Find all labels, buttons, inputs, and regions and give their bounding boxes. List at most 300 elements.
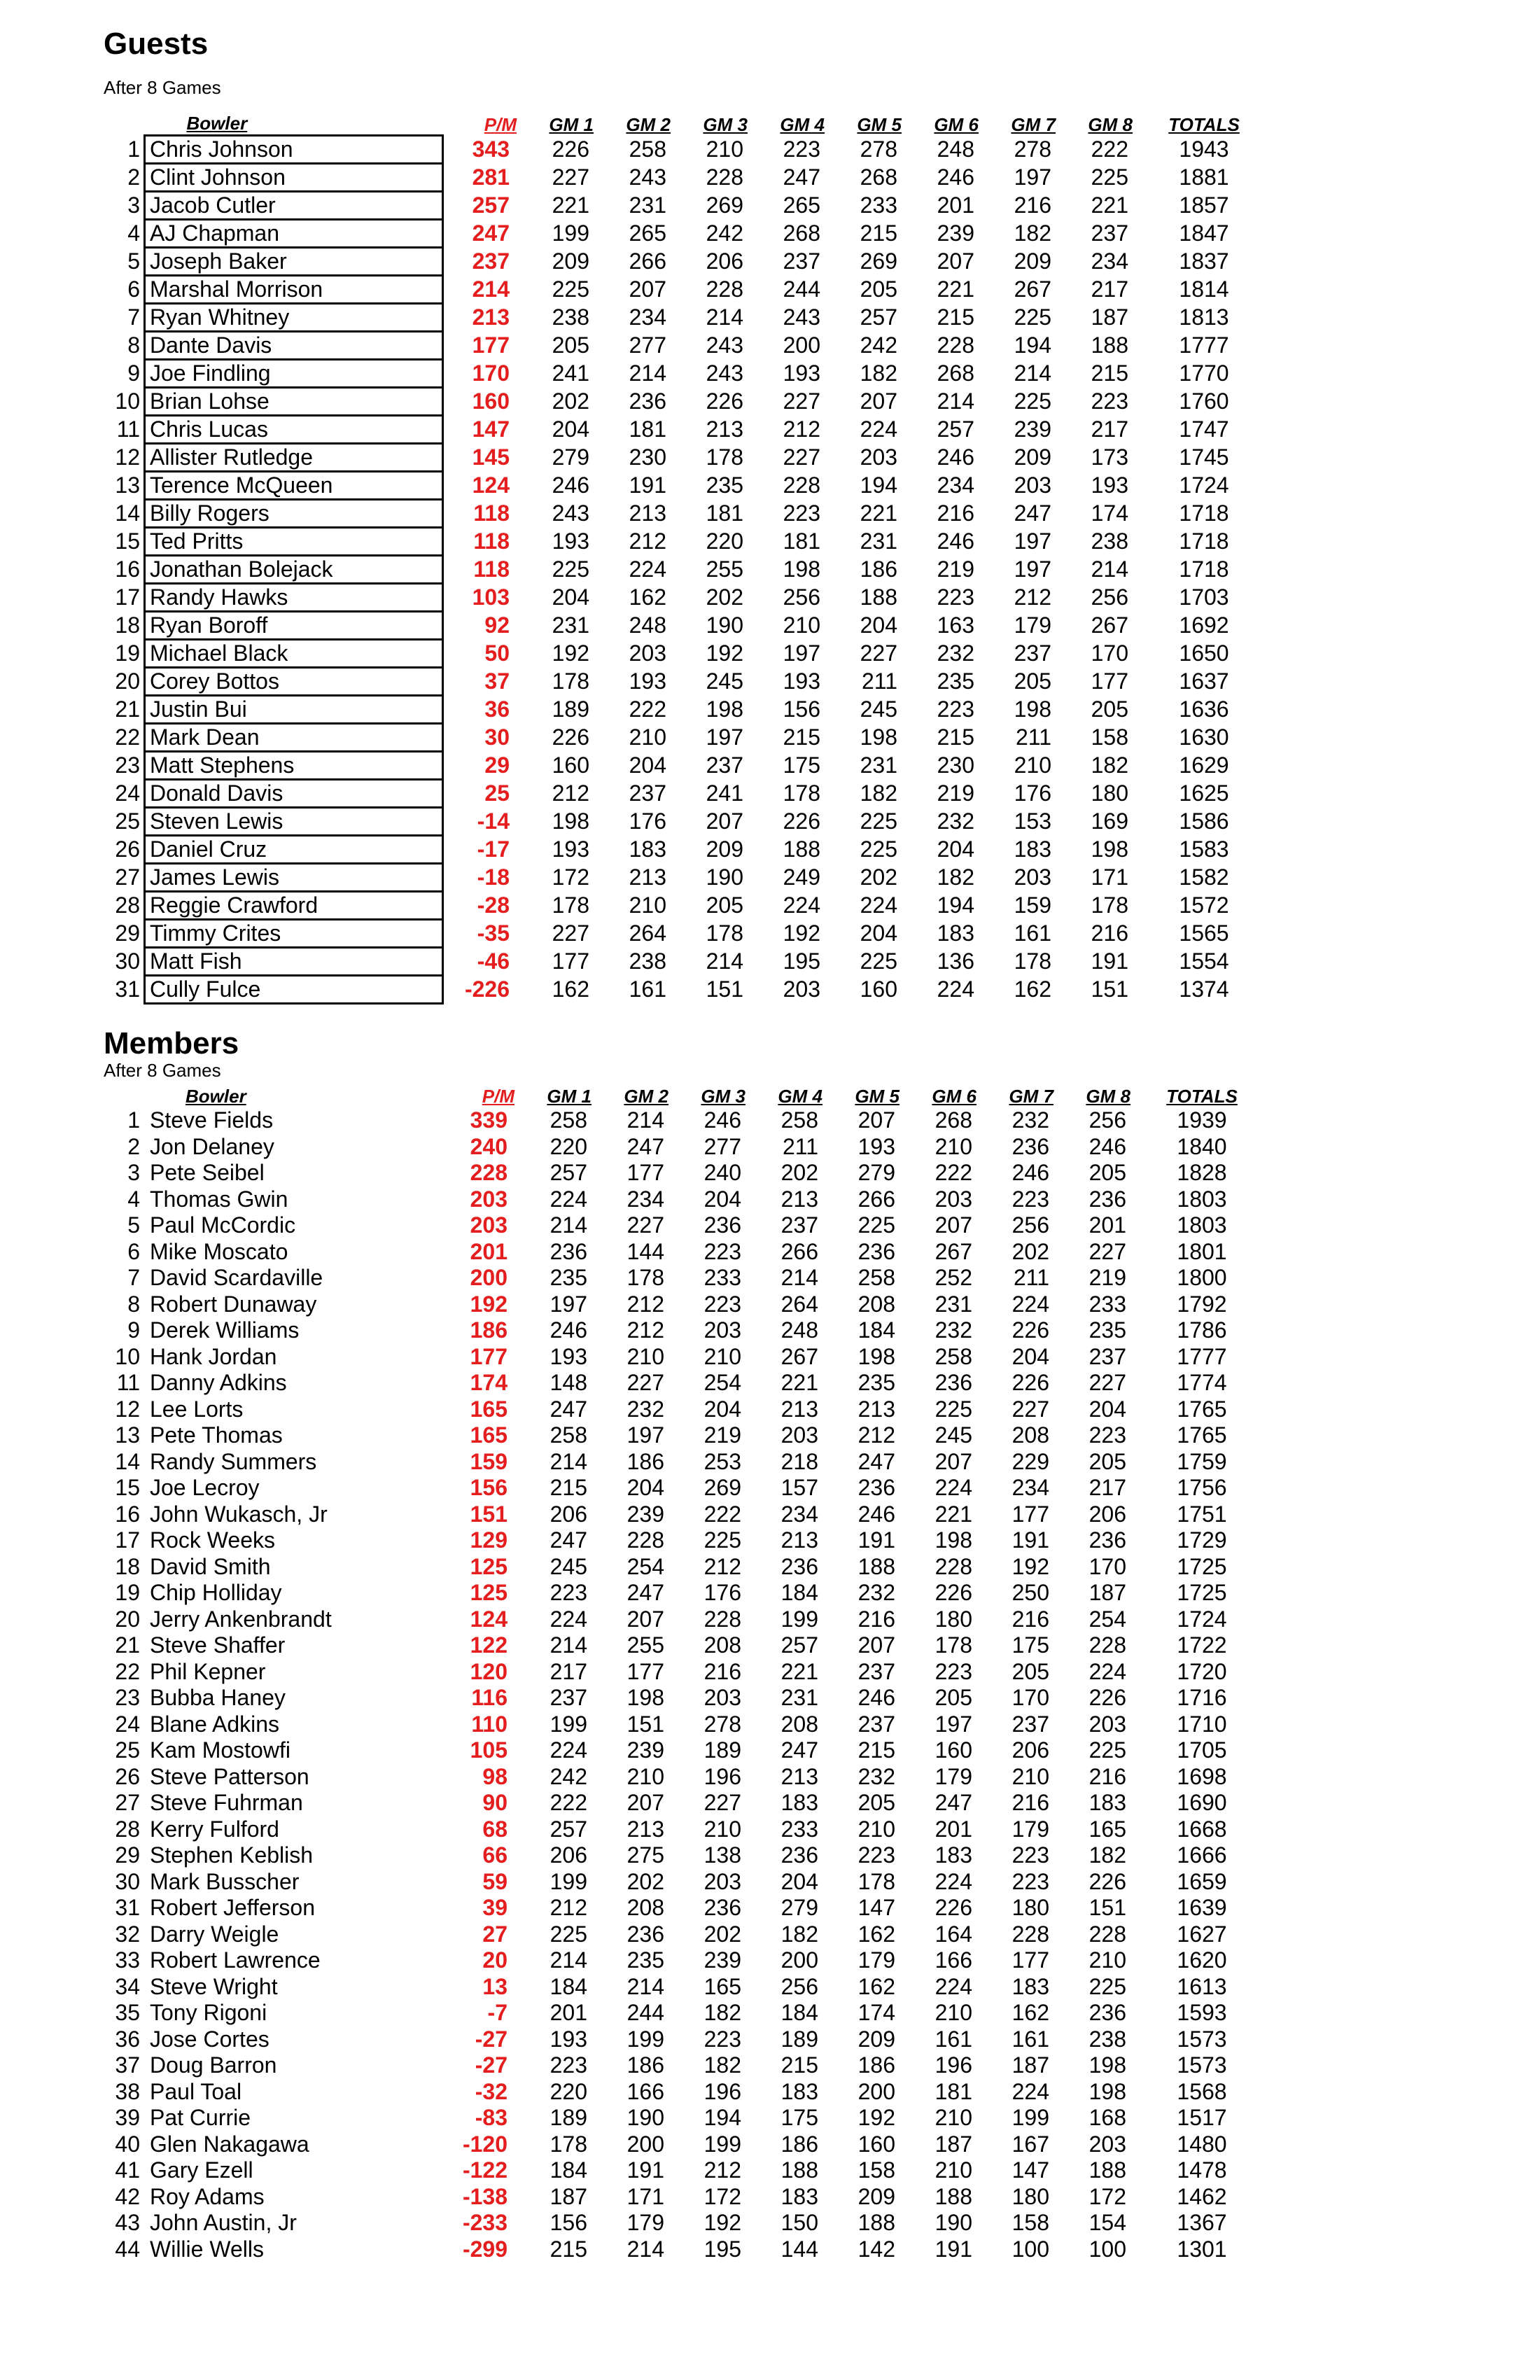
rank: 1 bbox=[127, 1107, 140, 1133]
game-6: 210 bbox=[934, 2000, 972, 2026]
game-6: 225 bbox=[934, 1396, 972, 1422]
game-7: 170 bbox=[1011, 1685, 1049, 1711]
game-4: 186 bbox=[780, 2131, 818, 2157]
game-5: 184 bbox=[858, 1317, 895, 1343]
game-2: 190 bbox=[626, 2105, 664, 2131]
game-1: 209 bbox=[552, 248, 589, 274]
game-3: 196 bbox=[704, 2078, 741, 2104]
game-5: 204 bbox=[860, 612, 897, 638]
rank: 29 bbox=[115, 920, 140, 946]
game-7: 232 bbox=[1011, 1107, 1049, 1133]
game-3-header: GM 3 bbox=[701, 1086, 746, 1107]
game-7: 197 bbox=[1014, 556, 1051, 582]
table-row bbox=[101, 1947, 1268, 1974]
game-1: 217 bbox=[550, 1658, 587, 1684]
game-6: 222 bbox=[934, 1160, 972, 1186]
game-4: 224 bbox=[783, 892, 820, 918]
game-5: 162 bbox=[858, 1973, 895, 1999]
game-8: 237 bbox=[1088, 1343, 1126, 1369]
game-5: 257 bbox=[860, 304, 897, 330]
game-3: 210 bbox=[704, 1343, 741, 1369]
total: 1659 bbox=[1177, 1868, 1227, 1894]
game-8: 217 bbox=[1091, 416, 1128, 442]
game-2: 224 bbox=[629, 556, 666, 582]
game-3: 195 bbox=[704, 2236, 741, 2262]
game-3: 203 bbox=[704, 1685, 741, 1711]
rank: 3 bbox=[127, 1160, 140, 1186]
rank: 10 bbox=[115, 388, 140, 414]
game-4: 227 bbox=[783, 388, 820, 414]
total: 1751 bbox=[1177, 1501, 1227, 1527]
game-4: 256 bbox=[783, 584, 820, 610]
plus-minus: -35 bbox=[477, 920, 510, 946]
rank: 21 bbox=[115, 1632, 140, 1658]
total: 1718 bbox=[1179, 556, 1229, 582]
rank: 13 bbox=[115, 1422, 140, 1448]
bowler-name: David Scardaville bbox=[150, 1265, 323, 1291]
game-2: 212 bbox=[629, 528, 666, 554]
game-4: 268 bbox=[783, 220, 820, 246]
total: 1593 bbox=[1177, 2000, 1227, 2026]
plus-minus: 201 bbox=[470, 1238, 507, 1264]
game-5: 215 bbox=[858, 1737, 895, 1763]
game-8: 228 bbox=[1088, 1921, 1126, 1947]
game-6: 182 bbox=[937, 864, 974, 890]
plus-minus: 177 bbox=[470, 1343, 507, 1369]
bowler-name: Randy Summers bbox=[150, 1448, 317, 1474]
plus-minus: 186 bbox=[470, 1317, 507, 1343]
table-row bbox=[101, 948, 1270, 976]
bowler-header: Bowler bbox=[186, 113, 248, 134]
game-5: 215 bbox=[860, 220, 897, 246]
plus-minus: 200 bbox=[470, 1265, 507, 1291]
table-row bbox=[101, 444, 1270, 472]
game-6: 252 bbox=[934, 1265, 972, 1291]
game-8: 180 bbox=[1091, 780, 1128, 806]
game-2: 227 bbox=[626, 1370, 664, 1396]
game-3: 182 bbox=[704, 2000, 741, 2026]
game-7: 203 bbox=[1014, 472, 1051, 498]
total: 1759 bbox=[1177, 1448, 1227, 1474]
plus-minus: 247 bbox=[472, 220, 510, 246]
game-3: 181 bbox=[706, 500, 743, 526]
table-row bbox=[101, 752, 1270, 780]
bowler-name: Joe Findling bbox=[145, 360, 443, 388]
game-4: 233 bbox=[780, 1816, 818, 1842]
game-8: 225 bbox=[1088, 1737, 1126, 1763]
game-6: 215 bbox=[937, 724, 974, 750]
game-7: 204 bbox=[1011, 1343, 1049, 1369]
game-1: 177 bbox=[552, 948, 589, 974]
game-7: 237 bbox=[1011, 1711, 1049, 1737]
plus-minus: 120 bbox=[470, 1658, 507, 1684]
game-4: 256 bbox=[780, 1973, 818, 1999]
game-5: 142 bbox=[858, 2236, 895, 2262]
game-6: 203 bbox=[934, 1186, 972, 1212]
plus-minus: 240 bbox=[470, 1133, 507, 1159]
game-8: 238 bbox=[1088, 2026, 1126, 2052]
game-8: 246 bbox=[1088, 1133, 1126, 1159]
rank: 4 bbox=[127, 1186, 140, 1212]
game-3: 196 bbox=[704, 1763, 741, 1789]
game-2: 199 bbox=[626, 2026, 664, 2052]
game-6: 187 bbox=[934, 2131, 972, 2157]
game-6: 207 bbox=[934, 1212, 972, 1238]
game-2: 264 bbox=[629, 920, 666, 946]
game-4: 188 bbox=[780, 2157, 818, 2183]
plus-minus: 165 bbox=[470, 1396, 507, 1422]
game-6-header: GM 6 bbox=[932, 1086, 976, 1107]
rank: 41 bbox=[115, 2157, 140, 2183]
bowler-name: Allister Rutledge bbox=[145, 444, 443, 472]
game-3: 242 bbox=[706, 220, 743, 246]
total: 1462 bbox=[1177, 2183, 1227, 2209]
table-row bbox=[101, 1186, 1268, 1213]
game-3: 222 bbox=[704, 1501, 741, 1527]
game-1: 227 bbox=[552, 164, 589, 190]
game-4: 265 bbox=[783, 192, 820, 218]
total: 1814 bbox=[1179, 276, 1229, 302]
table-row bbox=[101, 584, 1270, 612]
game-5: 278 bbox=[860, 136, 897, 162]
plus-minus: 124 bbox=[472, 472, 510, 498]
game-2: 183 bbox=[629, 836, 666, 862]
bowler-name: Brian Lohse bbox=[145, 388, 443, 416]
plus-minus: 118 bbox=[473, 500, 510, 526]
game-2: 232 bbox=[626, 1396, 664, 1422]
plus-minus: -18 bbox=[477, 864, 510, 890]
total: 1586 bbox=[1179, 808, 1229, 834]
game-1: 223 bbox=[550, 2052, 587, 2078]
plus-minus: 203 bbox=[470, 1212, 507, 1238]
game-7: 176 bbox=[1014, 780, 1051, 806]
game-8: 100 bbox=[1088, 2236, 1126, 2262]
game-1: 193 bbox=[550, 1343, 587, 1369]
game-6: 216 bbox=[937, 500, 974, 526]
rank: 31 bbox=[115, 1895, 140, 1921]
game-1: 220 bbox=[550, 1133, 587, 1159]
game-6: 223 bbox=[937, 696, 974, 722]
plus-minus: 37 bbox=[484, 668, 510, 694]
total: 1301 bbox=[1177, 2236, 1227, 2262]
game-3: 176 bbox=[704, 1580, 741, 1606]
game-3: 212 bbox=[704, 1553, 741, 1579]
game-4-header: GM 4 bbox=[778, 1086, 822, 1107]
table-row bbox=[101, 976, 1270, 1004]
plus-minus: -27 bbox=[475, 2052, 507, 2078]
game-6: 224 bbox=[934, 1973, 972, 1999]
game-8: 168 bbox=[1088, 2105, 1126, 2131]
bowler-name: Steven Lewis bbox=[145, 808, 443, 836]
rank: 2 bbox=[127, 1133, 140, 1159]
table-row bbox=[101, 500, 1270, 528]
bowler-name: Darry Weigle bbox=[150, 1921, 279, 1947]
game-8: 188 bbox=[1091, 332, 1128, 358]
plus-minus: -138 bbox=[462, 2183, 507, 2209]
game-5: 231 bbox=[860, 752, 897, 778]
game-8: 203 bbox=[1088, 1711, 1126, 1737]
game-5: 237 bbox=[858, 1711, 895, 1737]
total: 1939 bbox=[1177, 1107, 1227, 1133]
game-2: 227 bbox=[626, 1212, 664, 1238]
rank: 29 bbox=[115, 1842, 140, 1868]
game-1: 148 bbox=[550, 1370, 587, 1396]
game-2: 191 bbox=[629, 472, 666, 498]
rank: 1 bbox=[127, 136, 140, 162]
game-3: 210 bbox=[706, 136, 743, 162]
game-1: 258 bbox=[550, 1422, 587, 1448]
rank: 26 bbox=[115, 1763, 140, 1789]
table-row bbox=[101, 1580, 1268, 1606]
game-1: 245 bbox=[550, 1553, 587, 1579]
game-5: 210 bbox=[858, 1816, 895, 1842]
plus-minus: 257 bbox=[472, 192, 510, 218]
game-8: 238 bbox=[1091, 528, 1128, 554]
game-8: 205 bbox=[1088, 1448, 1126, 1474]
game-5: 225 bbox=[860, 836, 897, 862]
total: 1756 bbox=[1177, 1475, 1227, 1501]
game-7: 223 bbox=[1011, 1186, 1049, 1212]
game-4: 247 bbox=[783, 164, 820, 190]
plus-minus: 105 bbox=[470, 1737, 507, 1763]
plus-minus: -83 bbox=[475, 2105, 507, 2131]
game-3: 277 bbox=[704, 1133, 741, 1159]
game-1: 227 bbox=[552, 920, 589, 946]
total: 1572 bbox=[1179, 892, 1229, 918]
game-6: 205 bbox=[934, 1685, 972, 1711]
game-2: 166 bbox=[626, 2078, 664, 2104]
total: 1639 bbox=[1177, 1895, 1227, 1921]
game-7: 211 bbox=[1013, 1265, 1049, 1291]
plus-minus: -226 bbox=[464, 976, 510, 1002]
bowler-name: AJ Chapman bbox=[145, 220, 443, 248]
game-5: 205 bbox=[858, 1790, 895, 1816]
game-7: 237 bbox=[1014, 640, 1051, 666]
bowler-name: Corey Bottos bbox=[145, 668, 443, 696]
game-7: 100 bbox=[1011, 2236, 1049, 2262]
plus-minus: 343 bbox=[472, 136, 510, 162]
game-1: 238 bbox=[552, 304, 589, 330]
game-7: 256 bbox=[1011, 1212, 1049, 1238]
game-7: 180 bbox=[1011, 1895, 1049, 1921]
game-6: 194 bbox=[937, 892, 974, 918]
table-row bbox=[101, 1160, 1268, 1186]
game-4: 189 bbox=[780, 2026, 818, 2052]
game-5: 224 bbox=[860, 416, 897, 442]
game-7: 205 bbox=[1011, 1658, 1049, 1684]
bowler-name: Marshal Morrison bbox=[145, 276, 443, 304]
guests-table bbox=[101, 111, 1270, 1004]
game-4: 183 bbox=[780, 1790, 818, 1816]
rank: 28 bbox=[115, 892, 140, 918]
rank: 9 bbox=[127, 1317, 140, 1343]
game-2-header: GM 2 bbox=[626, 113, 671, 135]
game-3: 246 bbox=[704, 1107, 741, 1133]
plus-minus: 66 bbox=[482, 1842, 507, 1868]
game-1: 162 bbox=[552, 976, 589, 1002]
game-8: 217 bbox=[1091, 276, 1128, 302]
game-2: 193 bbox=[629, 668, 666, 694]
bowler-name: Matt Stephens bbox=[145, 752, 443, 780]
game-3: 214 bbox=[706, 304, 743, 330]
game-1: 236 bbox=[550, 1238, 587, 1264]
rank: 33 bbox=[115, 1947, 140, 1973]
game-3: 202 bbox=[704, 1921, 741, 1947]
game-8: 165 bbox=[1088, 1816, 1126, 1842]
total: 1770 bbox=[1179, 360, 1229, 386]
game-5: 258 bbox=[858, 1265, 895, 1291]
table-row bbox=[101, 1764, 1268, 1791]
plus-minus: 36 bbox=[484, 696, 510, 722]
plus-minus: 29 bbox=[484, 752, 510, 778]
game-7: 225 bbox=[1014, 388, 1051, 414]
game-6: 224 bbox=[934, 1868, 972, 1894]
game-1: 178 bbox=[552, 892, 589, 918]
game-6: 219 bbox=[937, 556, 974, 582]
game-5: 236 bbox=[858, 1475, 895, 1501]
game-7: 211 bbox=[1015, 724, 1051, 750]
game-5: 162 bbox=[858, 1921, 895, 1947]
game-3: 241 bbox=[706, 780, 743, 806]
bowler-name: Steve Fuhrman bbox=[150, 1790, 303, 1816]
game-8: 177 bbox=[1091, 668, 1128, 694]
plus-minus: 281 bbox=[472, 164, 510, 190]
game-4: 218 bbox=[780, 1448, 818, 1474]
game-6: 219 bbox=[937, 780, 974, 806]
total: 1729 bbox=[1177, 1527, 1227, 1553]
game-8: 225 bbox=[1091, 164, 1128, 190]
plus-minus: 160 bbox=[472, 388, 510, 414]
game-2: 222 bbox=[629, 696, 666, 722]
game-4: 247 bbox=[780, 1737, 818, 1763]
game-8: 206 bbox=[1088, 1501, 1126, 1527]
game-4: 204 bbox=[780, 1868, 818, 1894]
game-6: 231 bbox=[934, 1291, 972, 1317]
game-5: 179 bbox=[858, 1947, 895, 1973]
game-2: 277 bbox=[629, 332, 666, 358]
game-1: 202 bbox=[552, 388, 589, 414]
total: 1716 bbox=[1177, 1685, 1227, 1711]
game-1: 197 bbox=[550, 1291, 587, 1317]
table-row bbox=[101, 1554, 1268, 1581]
game-7: 202 bbox=[1011, 1238, 1049, 1264]
game-5: 268 bbox=[860, 164, 897, 190]
game-1: 199 bbox=[550, 1868, 587, 1894]
game-1: 212 bbox=[552, 780, 589, 806]
game-4: 184 bbox=[780, 1580, 818, 1606]
game-4: 200 bbox=[780, 1947, 818, 1973]
game-1: 199 bbox=[552, 220, 589, 246]
bowler-name: Donald Davis bbox=[145, 780, 443, 808]
game-5: 225 bbox=[860, 948, 897, 974]
game-3: 178 bbox=[706, 444, 743, 470]
game-3: 204 bbox=[704, 1396, 741, 1422]
plus-minus: 147 bbox=[472, 416, 510, 442]
game-2: 200 bbox=[626, 2131, 664, 2157]
total: 1725 bbox=[1177, 1580, 1227, 1606]
game-1: 224 bbox=[550, 1737, 587, 1763]
game-2: 214 bbox=[626, 2236, 664, 2262]
game-2: 236 bbox=[629, 388, 666, 414]
game-2: 177 bbox=[626, 1160, 664, 1186]
game-6: 190 bbox=[934, 2210, 972, 2236]
game-2: 214 bbox=[626, 1107, 664, 1133]
rank: 18 bbox=[115, 612, 140, 638]
game-8: 225 bbox=[1088, 1973, 1126, 1999]
plus-minus: 145 bbox=[472, 444, 510, 470]
game-3: 208 bbox=[704, 1632, 741, 1658]
table-row bbox=[101, 1974, 1268, 2001]
total: 1613 bbox=[1177, 1973, 1227, 1999]
game-3: 190 bbox=[706, 612, 743, 638]
plus-minus: 103 bbox=[472, 584, 510, 610]
bowler-name: Doug Barron bbox=[150, 2052, 277, 2078]
game-2: 210 bbox=[626, 1343, 664, 1369]
total: 1777 bbox=[1179, 332, 1229, 358]
game-7: 159 bbox=[1014, 892, 1051, 918]
game-8: 256 bbox=[1088, 1107, 1126, 1133]
total: 1881 bbox=[1179, 164, 1229, 190]
bowler-name: Robert Dunaway bbox=[150, 1291, 317, 1317]
bowler-name: Ted Pritts bbox=[145, 528, 443, 556]
game-1: 215 bbox=[550, 1475, 587, 1501]
game-3: 192 bbox=[706, 640, 743, 666]
bowler-name: Bubba Haney bbox=[150, 1685, 286, 1711]
bowler-name: Danny Adkins bbox=[150, 1370, 287, 1396]
table-row bbox=[101, 1475, 1268, 1502]
game-7: 223 bbox=[1011, 1842, 1049, 1868]
rank: 17 bbox=[115, 1527, 140, 1553]
total: 1857 bbox=[1179, 192, 1229, 218]
game-3: 203 bbox=[704, 1317, 741, 1343]
game-1: 247 bbox=[550, 1527, 587, 1553]
game-6: 234 bbox=[937, 472, 974, 498]
game-8: 237 bbox=[1091, 220, 1128, 246]
game-5: 223 bbox=[858, 1842, 895, 1868]
rank: 44 bbox=[115, 2236, 140, 2262]
game-6: 267 bbox=[934, 1238, 972, 1264]
game-7: 162 bbox=[1014, 976, 1051, 1002]
plus-minus: 151 bbox=[470, 1501, 507, 1527]
rank-header bbox=[101, 1084, 144, 1107]
game-5: 193 bbox=[858, 1133, 895, 1159]
game-4: 231 bbox=[780, 1685, 818, 1711]
bowler-name: Timmy Crites bbox=[145, 920, 443, 948]
total: 1698 bbox=[1177, 1763, 1227, 1789]
game-7: 191 bbox=[1011, 1527, 1049, 1553]
plus-minus: 92 bbox=[484, 612, 510, 638]
game-5: 182 bbox=[860, 780, 897, 806]
bowler-name: Ryan Boroff bbox=[145, 612, 443, 640]
total: 1777 bbox=[1177, 1343, 1227, 1369]
game-8: 198 bbox=[1088, 2078, 1126, 2104]
game-6: 178 bbox=[934, 1632, 972, 1658]
game-3: 254 bbox=[704, 1370, 741, 1396]
game-7: 209 bbox=[1014, 444, 1051, 470]
game-2: 213 bbox=[629, 864, 666, 890]
total: 1650 bbox=[1179, 640, 1229, 666]
game-3: 202 bbox=[706, 584, 743, 610]
total: 1565 bbox=[1179, 920, 1229, 946]
game-7: 267 bbox=[1014, 276, 1051, 302]
table-row bbox=[101, 1842, 1268, 1869]
game-5: 232 bbox=[858, 1763, 895, 1789]
game-2: 236 bbox=[626, 1921, 664, 1947]
game-1: 206 bbox=[550, 1842, 587, 1868]
game-1: 214 bbox=[550, 1632, 587, 1658]
game-6: 180 bbox=[934, 1606, 972, 1632]
rank: 5 bbox=[127, 248, 140, 274]
